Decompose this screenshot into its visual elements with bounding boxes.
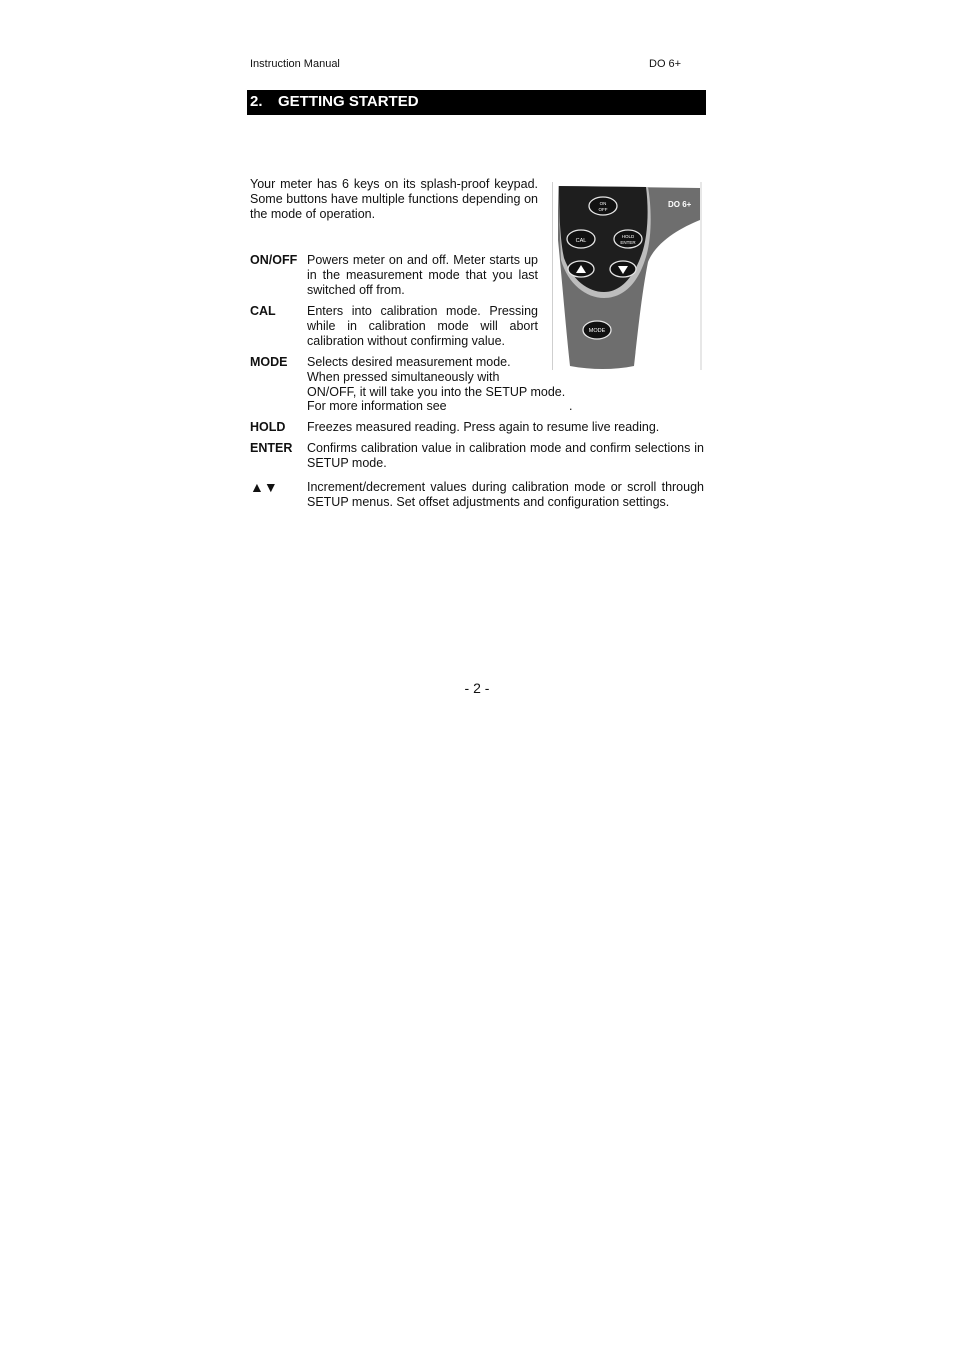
section-heading — [247, 90, 706, 115]
key-desc-mode-line-2: When pressed simultaneously with — [307, 369, 500, 384]
key-term-arrows-icon: ▲▼ — [250, 479, 278, 495]
key-hold-label: HOLD — [621, 234, 635, 239]
intro-paragraph: Your meter has 6 keys on its splash-proof keypad. Some buttons have multiple functions depending on the mode of operation. — [250, 177, 538, 221]
key-term-hold: HOLD — [250, 420, 286, 434]
key-desc-mode-line-1: Selects desired measurement mode. — [307, 355, 511, 369]
key-term-on-off: ON/OFF — [250, 253, 298, 267]
key-cal-label: CAL — [575, 238, 587, 244]
header-right: DO 6+ — [649, 58, 682, 70]
key-desc-on-off: Powers meter on and off. Meter starts up in the measurement mode that you last switched off from. — [307, 253, 538, 297]
key-desc-mode-line-3: ON/OFF, it will take you into the SETUP mode. — [307, 384, 566, 399]
key-desc-mode-period: . — [569, 399, 573, 414]
key-term-enter: ENTER — [250, 441, 293, 455]
key-mode-label: MODE — [588, 328, 606, 334]
key-off-label: OFF — [598, 207, 608, 212]
section-number: 2. — [250, 93, 263, 110]
key-term-mode: MODE — [250, 355, 288, 369]
key-desc-arrows: Increment/decrement values during calibration mode or scroll through SETUP menus. Set offset adjustments and configuration settings. — [307, 480, 704, 509]
header-left: Instruction Manual — [250, 58, 340, 70]
key-term-cal: CAL — [250, 304, 276, 318]
meter-illustration — [552, 180, 702, 372]
key-desc-enter: Confirms calibration value in calibration mode and confirm selections in SETUP mode. — [307, 441, 704, 470]
key-desc-cal: Enters into calibration mode. Pressing while in calibration mode will abort calibration without confirming value. — [307, 304, 538, 348]
key-on-label: ON — [599, 201, 607, 206]
key-desc-mode-line-4: For more information see — [307, 399, 447, 414]
section-title: GETTING STARTED — [278, 93, 419, 110]
meter-brand-label: DO 6+ — [668, 200, 692, 209]
key-desc-hold: Freezes measured reading. Press again to resume live reading. — [307, 420, 660, 434]
page-number: - 2 - — [464, 680, 490, 696]
key-enter-label: ENTER — [620, 240, 636, 245]
